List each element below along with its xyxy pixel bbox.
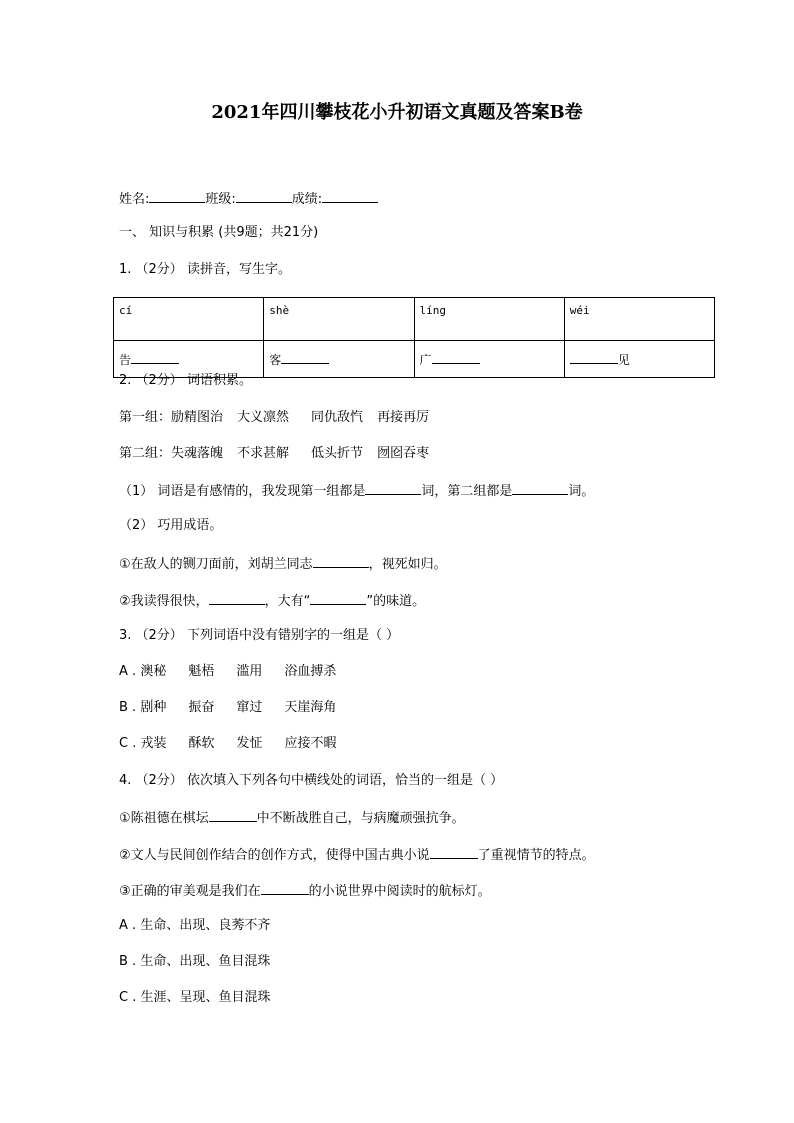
option-letter: A . [119, 664, 137, 679]
score-label: 成绩: [291, 192, 323, 207]
word: 励精图治 [171, 410, 224, 425]
text: ①在敌人的铡刀面前，刘胡兰同志 [119, 557, 313, 572]
pinyin-cell: líng [414, 298, 564, 341]
q4-sentence-2 [119, 845, 595, 865]
section-heading: 一、 知识与积累 (共9题；共21分) [119, 225, 319, 240]
name-label: 姓名: [119, 192, 150, 207]
word: 失魂落魄 [171, 446, 224, 461]
word-group-2 [119, 445, 429, 463]
word: 再接再厉 [377, 410, 430, 425]
option-letter: C . [119, 736, 137, 751]
option-letter: A . [119, 918, 137, 933]
answer-blank [261, 881, 309, 895]
q4-sentence-3 [119, 881, 491, 901]
pinyin-cell: cí [114, 298, 264, 341]
answer-blank [432, 350, 480, 364]
pinyin-cell: wéi [564, 298, 714, 341]
word: 囫囵吞枣 [377, 446, 430, 461]
answer-blank [313, 554, 369, 568]
word: 应接不暇 [284, 736, 337, 751]
q2-sub1 [119, 481, 594, 501]
option-letter: C . [119, 990, 137, 1005]
text: 中不断战胜自己，与病魔顽强抗争。 [256, 811, 465, 826]
q3-option-c [119, 735, 337, 753]
word: 戎装 [140, 736, 167, 751]
word: 振奋 [188, 700, 215, 715]
pinyin-table [113, 297, 715, 378]
q2-sub2: （2） 巧用成语。 [119, 518, 223, 533]
answer-blank [365, 481, 421, 495]
word: 滥用 [236, 664, 263, 679]
text: 的小说世界中阅读时的航标灯。 [308, 884, 491, 899]
word-group-1 [119, 409, 429, 427]
answer-blank [430, 845, 478, 859]
q4-option-b [119, 953, 270, 971]
option-text: 生涯、呈现、鱼目混珠 [140, 990, 271, 1005]
text: ②我读得很快， [119, 594, 209, 609]
char: 告 [119, 353, 132, 367]
word: 大义凛然 [237, 410, 290, 425]
word: 窜过 [236, 700, 263, 715]
q4-option-a [119, 917, 270, 935]
word: 浴血搏杀 [284, 664, 337, 679]
group-label: 第一组： [119, 410, 172, 425]
q3-option-a [119, 663, 336, 681]
text: ”的味道。 [366, 594, 426, 609]
answer-blank [310, 591, 366, 605]
q3-option-b [119, 699, 336, 717]
word: 不求甚解 [237, 446, 290, 461]
word: 魁梧 [188, 664, 215, 679]
student-info-line [119, 189, 378, 209]
word: 澳秘 [140, 664, 167, 679]
word: 同仇敌忾 [311, 410, 364, 425]
answer-blank [281, 350, 329, 364]
text: 词。 [568, 484, 595, 499]
text: 了重视情节的特点。 [477, 848, 595, 863]
text: ，视死如归。 [368, 557, 447, 572]
char-cell [414, 341, 564, 378]
q4-option-c [119, 989, 271, 1007]
answer-blank [131, 350, 179, 364]
text: ②文人与民间创作结合的创作方式，使得中国古典小说 [119, 848, 430, 863]
answer-blank [570, 350, 618, 364]
text: 词，第二组都是 [421, 484, 513, 499]
option-letter: B . [119, 700, 137, 715]
text: ③正确的审美观是我们在 [119, 884, 261, 899]
option-letter: B . [119, 954, 137, 969]
answer-blank [512, 481, 568, 495]
pinyin-cell: shè [264, 298, 414, 341]
class-blank [236, 189, 292, 203]
word: 天崖海角 [284, 700, 337, 715]
text: （1） 词语是有感情的，我发现第一组都是 [119, 484, 366, 499]
char: 见 [617, 353, 630, 367]
question-3: 3. （2分） 下列词语中没有错别字的一组是（ ） [119, 628, 400, 643]
word: 剧种 [140, 700, 167, 715]
text: ①陈祖德在棋坛 [119, 811, 209, 826]
char: 客 [269, 353, 282, 367]
score-blank [322, 189, 378, 203]
text: ，大有“ [264, 594, 311, 609]
answer-blank [209, 591, 265, 605]
char-cell [564, 341, 714, 378]
word: 发怔 [236, 736, 263, 751]
document-title: 2021年四川攀枝花小升初语文真题及答案B卷 [211, 102, 583, 123]
word: 低头折节 [311, 446, 364, 461]
char: 广 [419, 353, 432, 367]
class-label: 班级: [205, 192, 236, 207]
answer-blank [209, 808, 257, 822]
option-text: 生命、出现、良莠不齐 [140, 918, 271, 933]
q2-sentence-2 [119, 591, 425, 611]
word: 酥软 [188, 736, 215, 751]
question-1: 1. （2分） 读拼音，写生字。 [119, 262, 291, 277]
char-cell [264, 341, 414, 378]
name-blank [149, 189, 205, 203]
q2-sentence-1 [119, 554, 447, 574]
question-2: 2. （2分） 词语积累。 [119, 373, 252, 388]
question-4: 4. （2分） 依次填入下列各句中横线处的词语，恰当的一组是（ ） [119, 773, 504, 788]
group-label: 第二组： [119, 446, 172, 461]
option-text: 生命、出现、鱼目混珠 [140, 954, 271, 969]
q4-sentence-1 [119, 808, 465, 828]
